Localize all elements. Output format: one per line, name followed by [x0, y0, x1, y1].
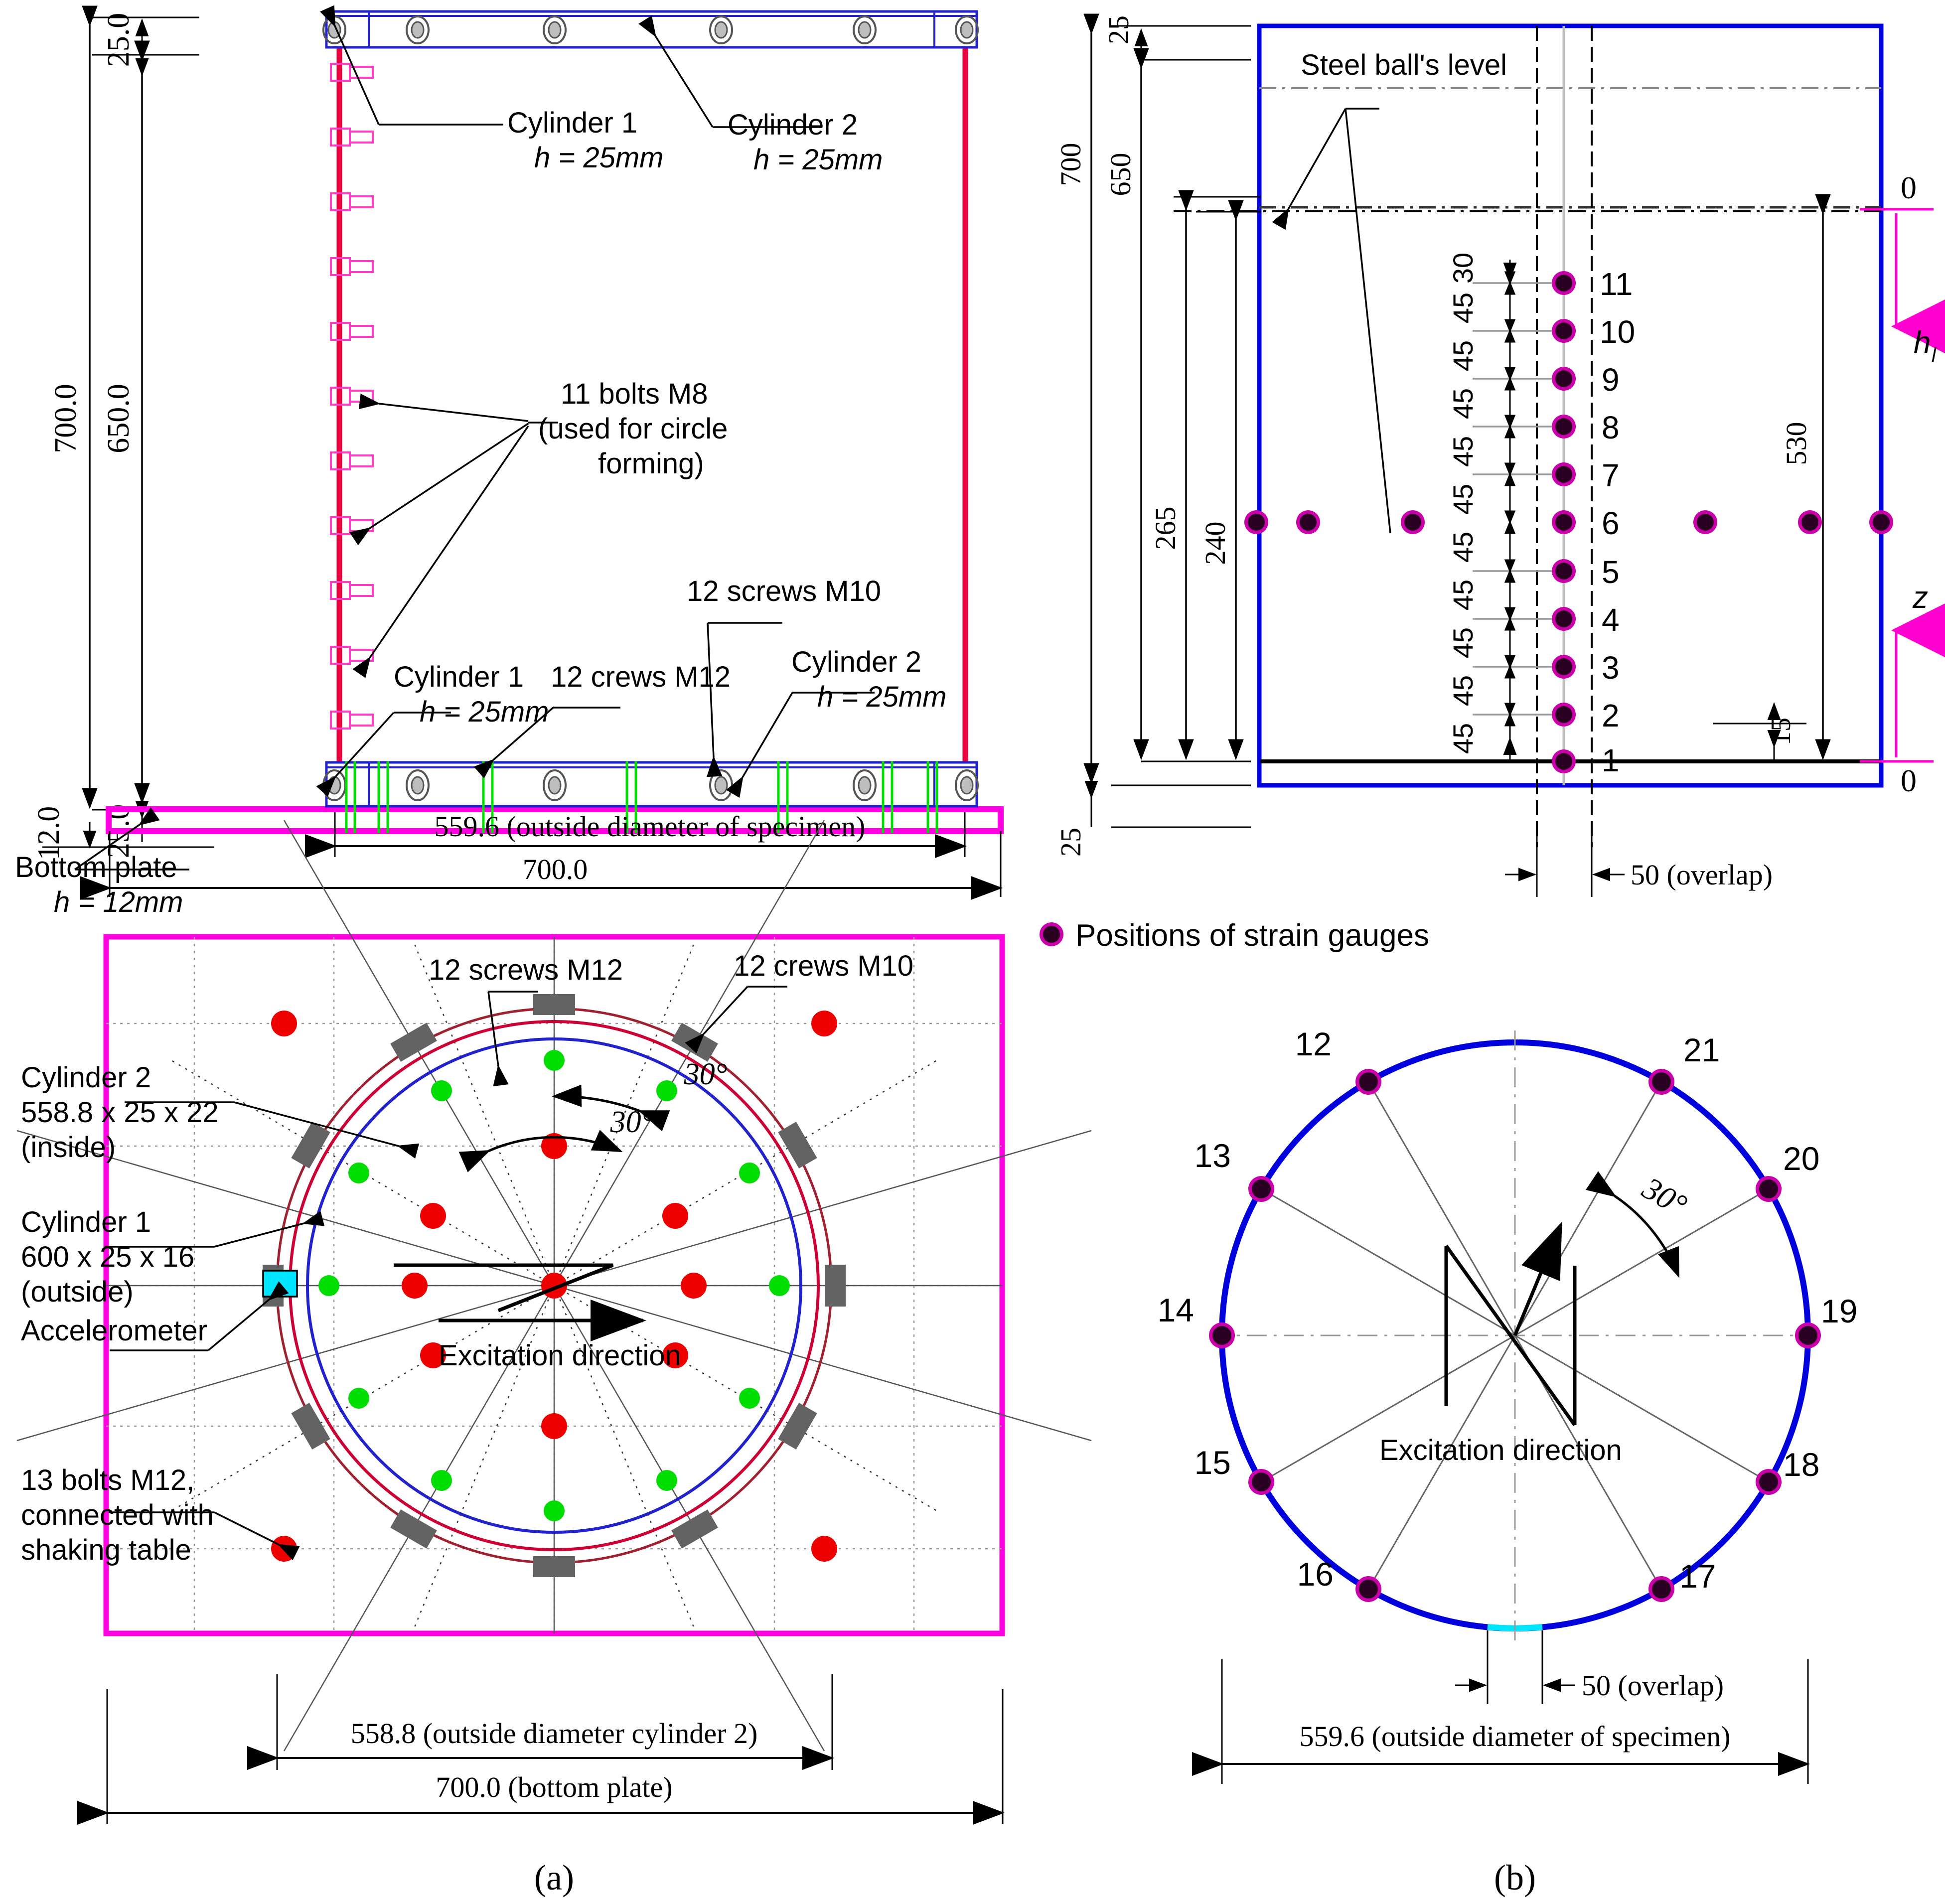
plan-gauge-label-14: 14	[1157, 1292, 1194, 1328]
axis-h-sub-label-b: l	[1932, 344, 1936, 366]
plan-label-cylinder1-l3: (outside)	[21, 1276, 134, 1308]
gauge-num-8: 8	[1602, 410, 1620, 445]
angle-label-outer-a: 30°	[684, 1057, 728, 1091]
plan-gauge-label-16: 16	[1297, 1556, 1334, 1593]
plan-label-cylinder2-l3: (inside)	[21, 1131, 116, 1164]
overlap-label-plan-b: 50 (overlap)	[1582, 1669, 1724, 1702]
gauge-dot-15	[1248, 1469, 1274, 1495]
spacing-label-5: 45	[1447, 483, 1479, 515]
excitation-label-plan-b: Excitation direction	[1379, 1434, 1622, 1466]
dim-chain-bottom-plan-b	[1222, 1630, 1808, 1784]
legend-strain-gauges	[1040, 918, 1429, 953]
labels-plan-a	[21, 950, 913, 1566]
label-cylinder1-top: Cylinder 1	[507, 107, 638, 139]
steel-ball-level-label: Steel ball's level	[1301, 49, 1507, 81]
spacing-label-1: 45	[1447, 292, 1479, 324]
plan-label-screws-m10: 12 crews M10	[734, 950, 914, 982]
plan-label-cylinder1-l1: Cylinder 1	[21, 1206, 151, 1238]
dim-558-8-plan-a: 558.8 (outside diameter cylinder 2)	[350, 1717, 758, 1750]
label-cylinder2-bottom: Cylinder 2	[791, 646, 922, 678]
excitation-arrow-plan-b	[1446, 1225, 1575, 1425]
gauge-num-11: 11	[1600, 266, 1633, 302]
axis-zero-top-b: 0	[1901, 170, 1917, 205]
gauge-num-7: 7	[1602, 457, 1620, 493]
spacing-labels-b	[1447, 253, 1479, 754]
gauge-dot-20	[1756, 1176, 1782, 1202]
legend-strain-gauge-label: Positions of strain gauges	[1075, 918, 1429, 953]
dim-12-elev-a: 12.0	[32, 806, 66, 861]
dim-25-top-elev-a: 25.0	[102, 12, 136, 67]
angle-label-plan-b: 30°	[1637, 1170, 1693, 1223]
label-bolts-m8-l1: 11 bolts M8	[561, 378, 708, 410]
label-bottom-plate: Bottom plate	[15, 851, 177, 883]
plan-gauge-label-15: 15	[1194, 1444, 1231, 1481]
leader-steel-ball-b	[1288, 109, 1390, 533]
gauge-num-6: 6	[1602, 505, 1620, 541]
dim-15-b: 15	[1766, 718, 1796, 745]
gauge-dot-14	[1209, 1322, 1235, 1348]
spacing-label-4: 45	[1447, 436, 1479, 467]
axis-markers-b	[1860, 209, 1934, 761]
dim-chain-right-b	[1713, 213, 1823, 763]
label-screws-m12: 12 crews M12	[551, 661, 731, 693]
plan-gauge-label-12: 12	[1295, 1025, 1332, 1062]
plan-gauge-label-18: 18	[1783, 1446, 1820, 1483]
spacing-label-7: 45	[1447, 579, 1479, 611]
spacing-label-0: 30	[1447, 252, 1479, 284]
dim-25-bottom-elev-a: 25.0	[102, 804, 136, 859]
dim-25-top-b: 25	[1102, 15, 1135, 44]
gauge-number-labels-b	[1600, 266, 1635, 778]
plan-label-bolts-m12-l3: shaking table	[21, 1534, 191, 1566]
gauge-dot-12	[1355, 1069, 1381, 1095]
overlap-dim-elev-b	[1505, 827, 1625, 897]
panel-b-elevation	[1040, 15, 1937, 953]
plan-gauge-label-21: 21	[1683, 1031, 1720, 1068]
label-bottom-plate-h: h = 12mm	[54, 886, 183, 918]
gauge-extension-lines-b	[1473, 283, 1714, 761]
dim-700-elev-a: 700.0	[49, 384, 83, 453]
gauge-num-4: 4	[1602, 602, 1620, 638]
dim-530-b: 530	[1780, 422, 1812, 465]
plan-label-bolts-m12-l2: connected with	[21, 1499, 214, 1531]
excitation-arrow-plan-a	[394, 1265, 643, 1320]
spacing-label-10: 45	[1447, 723, 1479, 754]
plan-gauge-label-17: 17	[1679, 1558, 1716, 1595]
plan-axes-b	[1210, 1030, 1820, 1644]
axis-h-label-b: h	[1914, 325, 1931, 360]
spacing-label-9: 45	[1447, 675, 1479, 707]
label-bolts-m8-l3: forming)	[598, 447, 704, 480]
spacing-label-6: 45	[1447, 531, 1479, 563]
gauge-dot-18	[1756, 1469, 1782, 1495]
reference-lines-b	[1174, 88, 1881, 211]
panel-a-elevation	[15, 11, 1001, 918]
gauge-num-2: 2	[1602, 698, 1620, 733]
diameter-label-plan-b: 559.6 (outside diameter of specimen)	[1299, 1720, 1731, 1753]
label-screws-m10: 12 screws M10	[687, 575, 882, 607]
gauge-num-9: 9	[1602, 362, 1620, 398]
gauge-dot-19	[1795, 1322, 1821, 1348]
gauge-dot-16	[1355, 1576, 1381, 1602]
panel-b-caption: (b)	[1494, 1858, 1536, 1898]
gauge-num-3: 3	[1602, 650, 1620, 686]
dim-700-0-elev-a: 700.0	[522, 853, 588, 885]
gauge-num-10: 10	[1600, 314, 1636, 350]
plan-label-bolts-m12-l1: 13 bolts M12,	[21, 1464, 195, 1496]
label-cylinder2-top: Cylinder 2	[728, 109, 858, 141]
plan-label-accelerometer: Accelerometer	[21, 1315, 207, 1347]
accelerometer-marker	[263, 1271, 297, 1297]
plan-gauge-label-20: 20	[1783, 1140, 1820, 1177]
spacing-label-8: 45	[1447, 627, 1479, 659]
angle-label-inner-a: 30°	[610, 1105, 654, 1139]
plan-label-cylinder2-l1: Cylinder 2	[21, 1061, 151, 1094]
panel-a-caption: (a)	[534, 1858, 574, 1898]
dim-650-b: 650	[1104, 152, 1137, 196]
panel-a-plan	[17, 820, 1091, 1898]
gauge-num-1: 1	[1602, 742, 1620, 778]
label-cylinder2-top-h: h = 25mm	[753, 144, 883, 176]
spacing-label-2: 45	[1447, 340, 1479, 372]
axis-z-label-b: z	[1913, 581, 1928, 615]
dim-700-0-plate-plan-a: 700.0 (bottom plate)	[436, 1771, 673, 1803]
plan-label-screws-m12: 12 screws M12	[429, 954, 623, 986]
plan-gauge-label-13: 13	[1194, 1137, 1231, 1174]
dim-700-b: 700	[1054, 143, 1087, 186]
excitation-label-plan-a: Excitation direction	[439, 1339, 681, 1372]
plan-label-cylinder2-l2: 558.8 x 25 x 22	[21, 1096, 219, 1129]
overlap-label-elev-b: 50 (overlap)	[1631, 859, 1773, 891]
plan-gauge-label-19: 19	[1821, 1293, 1858, 1329]
spacing-label-3: 45	[1447, 388, 1479, 420]
label-cylinder2-bottom-h: h = 25mm	[817, 681, 947, 713]
label-cylinder1-top-h: h = 25mm	[534, 142, 664, 174]
gauge-dot-21	[1648, 1069, 1674, 1095]
panel-b-plan	[1158, 1025, 1858, 1898]
plan-label-cylinder1-l2: 600 x 25 x 16	[21, 1241, 195, 1273]
label-cylinder1-bottom-h: h = 25mm	[420, 696, 549, 728]
dim-240-b: 240	[1199, 521, 1231, 565]
dim-559-6-elev-a: 559.6 (outside diameter of specimen)	[434, 810, 866, 843]
gauge-num-5: 5	[1602, 554, 1620, 590]
label-cylinder1-bottom: Cylinder 1	[394, 661, 524, 693]
dim-650-elev-a: 650.0	[102, 384, 136, 453]
gauge-dot-17	[1648, 1576, 1674, 1602]
dim-25-bottom-b: 25	[1054, 828, 1087, 857]
axis-zero-bottom-b: 0	[1901, 763, 1917, 798]
gauge-dot-13	[1248, 1176, 1274, 1202]
cylinder2-top-band	[323, 11, 978, 47]
dim-265-b: 265	[1149, 506, 1182, 550]
label-bolts-m8-l2: (used for circle	[538, 413, 728, 445]
dim-chain-left-b	[1091, 15, 1261, 827]
